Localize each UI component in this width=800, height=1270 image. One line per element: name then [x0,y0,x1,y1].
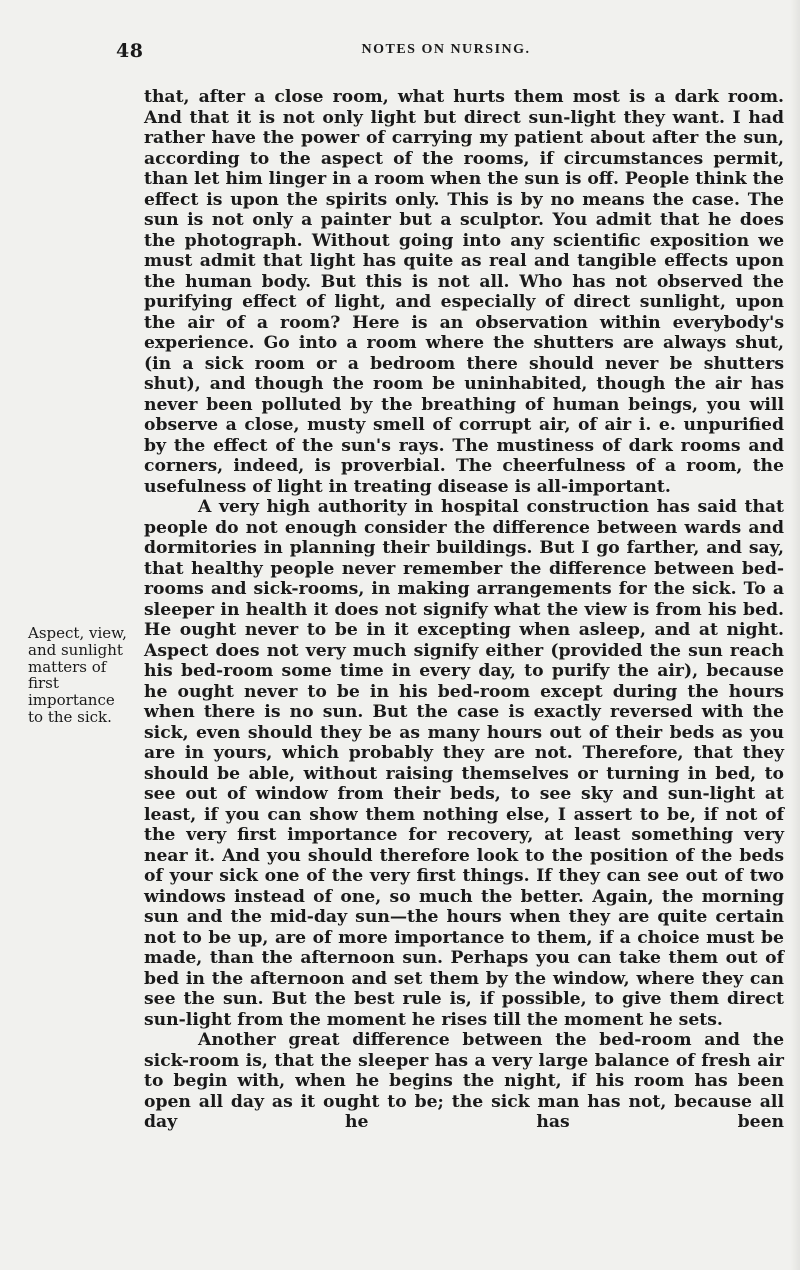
margin-note: Aspect, view, and sunlight matters of first importance to the sick. [28,624,127,726]
page-edge-shadow [790,0,800,1270]
paragraph-continuation: that, after a close room, what hurts them most is a dark room. And that it is not only light but direct sun-light they want. I had rather have the power of carrying my patient about after the sun, according to the aspect of the rooms, if circumstances permit, than let him linger in a room when the sun is off. People think the effect is upon the spirits only. This is by no means the case. The sun is not only a painter but a sculptor. You admit that he does the photograph. Without going into any scientific exposition we must admit that light has quite as real and tangible effects upon the human body. But this is not all. Who has not observed the purifying effect of light, and especially of direct sunlight, upon the air of a room? Here is an observation within everybody's experience. Go into a room where the shutters are always shut, (in a sick room or a bedroom there should never be shutters shut), and though the room be uninhabited, though the air has never been polluted by the breathing of human beings, you will observe a close, musty smell of corrupt air, of air i. e. unpurified by the effect of the sun's rays. The mustiness of dark rooms and corners, indeed, is proverbial. The cheerfulness of a room, the usefulness of light in treating disease is all-important. [144,87,784,497]
paragraph-aspect: A very high authority in hospital construction has said that people do not enough consider the difference between wards and dormitories in planning their buildings. But I go farther, and say, that healthy people never remember the difference between bed-rooms and sick-rooms, in making arrangements for the sick. To a sleeper in health it does not signify what the view is from his bed. He ought never to be in it excepting when asleep, and at night. Aspect does not very much signify either (provided the sun reach his bed-room some time in every day, to purify the air), because he ought never to be in his bed-room except during the hours when there is no sun. But the case is exactly reversed with the sick, even should they be as many hours out of their beds as you are in yours, which probably they are not. Therefore, that they should be able, without raising themselves or turning in bed, to see out of window from their beds, to see sky and sun-light at least, if you can show them nothing else, I assert to be, if not of the very first importance for recovery, at least something very near it. And you should therefore look to the position of the beds of your sick one of the very first things. If they can see out of two windows instead of one, so much the better. Again, the morning sun and the mid-day sun—the hours when they are quite certain not to be up, are of more importance to them, if a choice must be made, than the afternoon sun. Perhaps you can take them out of bed in the afternoon and set them by the window, where they can see the sun. But the best rule is, if possible, to give them direct sun-light from the moment he rises till the moment he sets. [144,497,784,1030]
page-number: 48 [116,40,144,62]
paragraph-difference: Another great difference between the bed-room and the sick-room is, that the sleeper has a very large balance of fresh air to begin with, when he begins the night, if his room has been open all day as it ought to be; the sick man has not, because all day he has been [144,1030,784,1132]
page-header [116,40,776,70]
body-text [144,87,784,1133]
running-title: NOTES ON NURSING. [361,42,531,57]
